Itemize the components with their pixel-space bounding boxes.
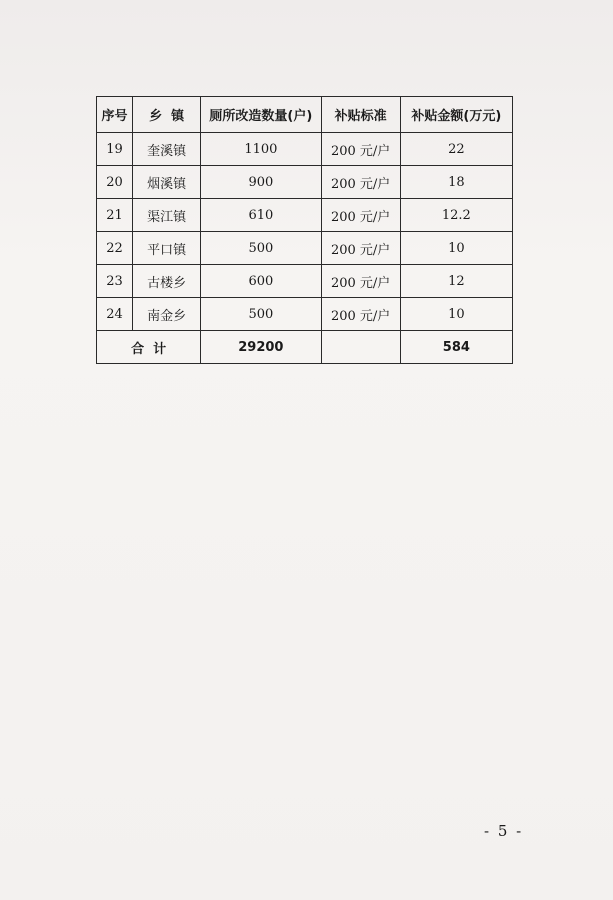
- table-row: [97, 199, 513, 232]
- cell-town: 渠江镇: [133, 199, 201, 232]
- table-row: [97, 232, 513, 265]
- total-count: 29200: [201, 331, 321, 364]
- cell-seq: 24: [97, 298, 133, 331]
- cell-town: 平口镇: [133, 232, 201, 265]
- cell-amount: 10: [400, 298, 512, 331]
- cell-standard: 200 元/户: [321, 298, 400, 331]
- header-count: 厕所改造数量(户): [201, 97, 321, 133]
- cell-seq: 22: [97, 232, 133, 265]
- cell-standard: 200 元/户: [321, 232, 400, 265]
- cell-town: 奎溪镇: [133, 133, 201, 166]
- cell-seq: 19: [97, 133, 133, 166]
- cell-count: 610: [201, 199, 321, 232]
- total-standard-empty: [321, 331, 400, 364]
- cell-count: 900: [201, 166, 321, 199]
- cell-standard: 200 元/户: [321, 265, 400, 298]
- cell-seq: 21: [97, 199, 133, 232]
- cell-count: 500: [201, 298, 321, 331]
- table-row: [97, 298, 513, 331]
- cell-count: 600: [201, 265, 321, 298]
- table-row: [97, 166, 513, 199]
- header-seq: 序号: [97, 97, 133, 133]
- cell-amount: 12: [400, 265, 512, 298]
- page-number: - 5 -: [484, 822, 524, 840]
- cell-count: 500: [201, 232, 321, 265]
- subsidy-table: [96, 96, 513, 364]
- total-amount: 584: [400, 331, 512, 364]
- total-label: 合 计: [97, 331, 201, 364]
- cell-standard: 200 元/户: [321, 199, 400, 232]
- header-standard: 补贴标准: [321, 97, 400, 133]
- header-town: 乡 镇: [133, 97, 201, 133]
- cell-standard: 200 元/户: [321, 166, 400, 199]
- cell-town: 古楼乡: [133, 265, 201, 298]
- cell-seq: 23: [97, 265, 133, 298]
- table-header-row: [97, 97, 513, 133]
- table-row: [97, 265, 513, 298]
- table-row: [97, 133, 513, 166]
- cell-seq: 20: [97, 166, 133, 199]
- cell-amount: 18: [400, 166, 512, 199]
- cell-count: 1100: [201, 133, 321, 166]
- cell-amount: 22: [400, 133, 512, 166]
- cell-town: 烟溪镇: [133, 166, 201, 199]
- cell-town: 南金乡: [133, 298, 201, 331]
- header-amount: 补贴金额(万元): [400, 97, 512, 133]
- table-total-row: [97, 331, 513, 364]
- cell-amount: 12.2: [400, 199, 512, 232]
- cell-amount: 10: [400, 232, 512, 265]
- cell-standard: 200 元/户: [321, 133, 400, 166]
